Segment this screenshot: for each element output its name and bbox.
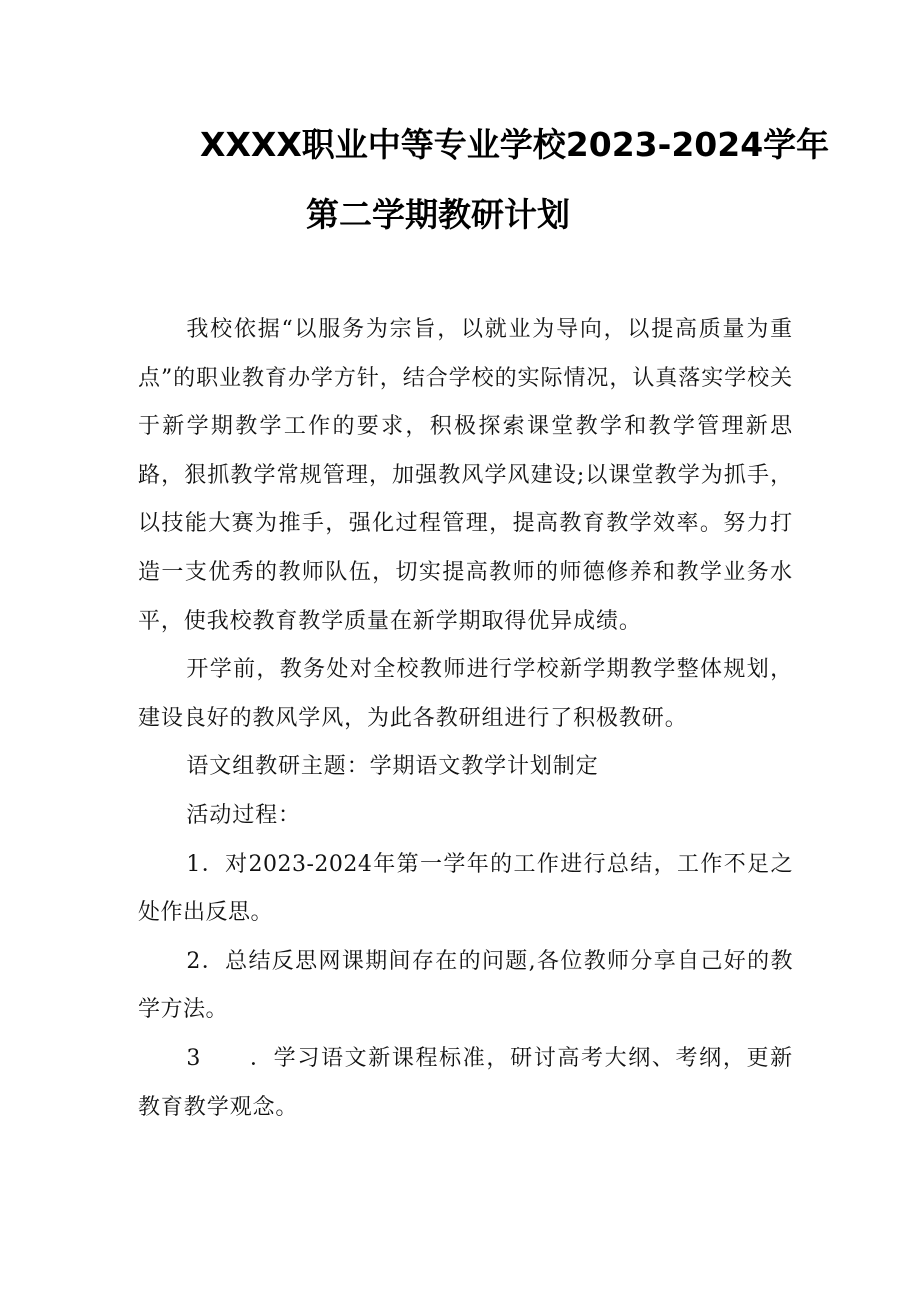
list-item-3: [138, 1035, 793, 1132]
document-title-line-2: 第二学期教研计划: [306, 195, 570, 234]
list-item-3-number: 3: [186, 1045, 202, 1071]
paragraph-intro: 我校依据“以服务为宗旨，以就业为导向，以提高质量为重点”的职业教育办学方针，结合学校的实际情况，认真落实学校关于新学期教学工作的要求，积极探索课堂教学和教学管理新思路，狠抓教学常规管理，加强教风学风建设;以课堂教学为抓手，以技能大赛为推手，强化过程管理，提高教育教学效率。努力打造一支优秀的教师队伍，切实提高教师的师德修养和教学业务水平，使我校教育教学质量在新学期取得优异成绩。: [138, 317, 793, 634]
document-body: [138, 306, 793, 1132]
paragraph-topic: 语文组教研主题：学期语文教学计划制定: [186, 754, 599, 780]
document-title-line-1: XXXX职业中等专业学校2023-2024学年: [200, 125, 830, 164]
list-item-1: 1．对2023-2024年第一学年的工作进行总结，工作不足之处作出反思。: [138, 851, 793, 926]
list-item-2: 2．总结反思网课期间存在的问题,各位教师分享自己好的教学方法。: [138, 948, 793, 1023]
list-item-3-text: ．学习语文新课程标准，研讨高考大纲、考纲，更新教育教学观念。: [138, 1045, 793, 1120]
paragraph-process-heading: 活动过程：: [186, 802, 301, 828]
paragraph-preparation: 开学前，教务处对全校教师进行学校新学期教学整体规划，建设良好的教风学风，为此各教研组进行了积极教研。: [138, 657, 793, 731]
